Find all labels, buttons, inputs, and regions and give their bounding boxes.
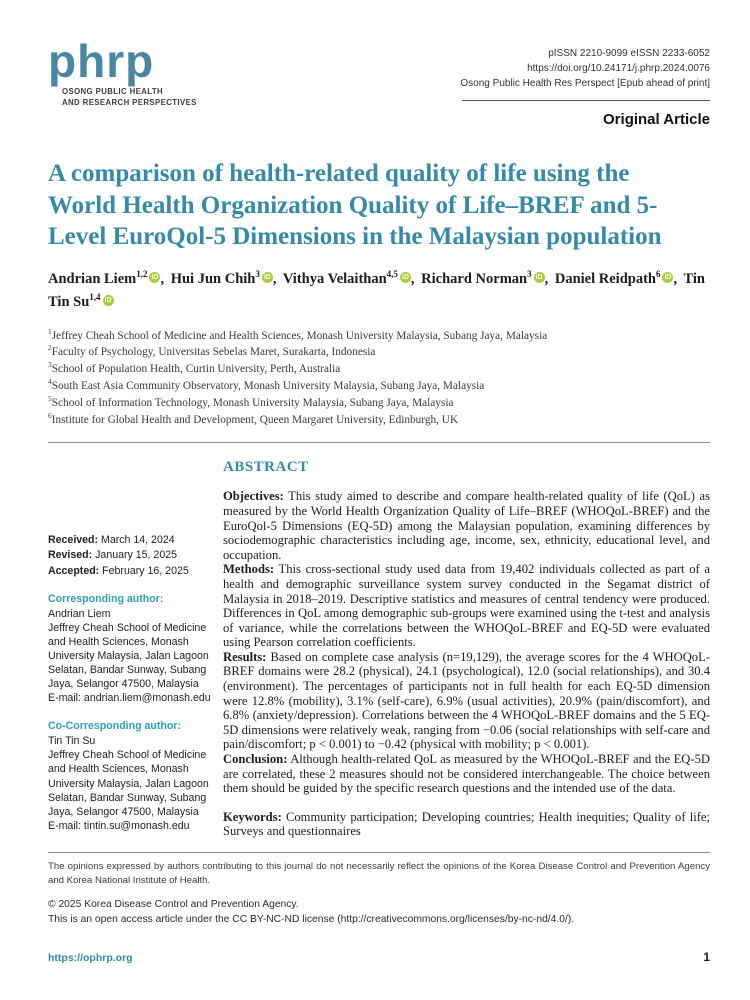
affiliation-item — [48, 394, 710, 411]
affiliation-text: South East Asia Community Observatory, Monash University Malaysia, Subang Jaya, Malaysia — [51, 379, 485, 392]
affiliation-number: 2 — [48, 343, 52, 353]
journal-tagline-line2: AND RESEARCH PERSPECTIVES — [62, 97, 197, 107]
affiliation-number: 1 — [48, 326, 52, 336]
revised-row — [48, 548, 211, 562]
keywords-line — [223, 810, 710, 839]
author-separator: , — [673, 271, 678, 288]
article-type-label: Original Article — [603, 111, 710, 128]
orcid-icon[interactable]: iD — [263, 274, 271, 282]
affiliations-list — [48, 327, 710, 428]
bottom-bar — [48, 950, 710, 964]
corresponding-author-block — [48, 592, 211, 706]
objectives-label: Objectives: — [223, 489, 284, 504]
authors-line — [48, 269, 708, 314]
author-separator: , — [544, 271, 549, 288]
keywords-label: Keywords: — [223, 809, 282, 824]
methods-text: This cross-sectional study used data from 19,402 individuals collected as part of a health and demographic surveillance system survey conducted in the Segamat district of Malaysia in 2018–2019. Descriptive statistics and measures of central tendency were produced. Differences in QoL among demographic sub-groups were examined using the t-test and analysis of variance, while the correlations between the WHOQoL-BREF and EQ-5D were evaluated using Pearson correlation coefficients. — [223, 562, 710, 650]
author — [555, 271, 680, 287]
keywords-text: Community participation; Developing countries; Health inequities; Quality of life; Surveys and questionnaires — [223, 809, 710, 839]
received-label: Received: — [48, 534, 99, 547]
author-superscript: 6 — [655, 269, 661, 280]
affiliation-number: 4 — [48, 377, 52, 386]
issn-line: pISSN 2210-9099 eISSN 2233-6052 — [548, 48, 710, 59]
affiliation-number: 6 — [48, 410, 52, 420]
revised-label: Revised: — [48, 549, 93, 562]
objectives-text: This study aimed to describe and compare health-related quality of life (QoL) as measured by the World Health Organization Quality of Life–BREF (WHOQoL-BREF) and the EuroQol-5 Dimensions (EQ-5D) among the Malaysian population, examining differences by sociodemographic characteristics including age, income, sex, ethnicity, educational level, and occupation. — [223, 489, 710, 562]
abstract-conclusion — [223, 752, 710, 796]
author-superscript: 3 — [255, 269, 260, 280]
co-corresponding-author-label: Co-Corresponding author: — [48, 720, 181, 733]
author — [421, 271, 551, 287]
methods-label: Methods: — [223, 562, 275, 577]
page-number: 1 — [703, 950, 710, 964]
author-superscript: 1,2 — [136, 269, 148, 280]
header-meta — [460, 38, 710, 91]
copyright-text: © 2025 Korea Disease Control and Prevention Agency. — [48, 898, 299, 910]
orcid-icon[interactable]: iD — [104, 296, 112, 304]
co-corresponding-author-block — [48, 719, 211, 833]
corresponding-email-link[interactable]: andrian.liem@monash.edu — [83, 692, 211, 705]
author-superscript: 3 — [527, 269, 532, 280]
page-header — [48, 35, 710, 128]
author-name: Hui Jun Chih — [170, 271, 256, 288]
history-dates — [48, 533, 211, 577]
author-superscript: 1,4 — [89, 292, 101, 303]
co-corresponding-email-link[interactable]: tintin.su@monash.edu — [83, 819, 190, 832]
abstract-section — [223, 459, 710, 839]
accepted-row — [48, 564, 211, 578]
author — [283, 271, 418, 287]
orcid-icon[interactable]: iD — [401, 274, 409, 282]
co-corresponding-author-email-row — [48, 819, 211, 833]
affiliation-text: Institute for Global Health and Development, Queen Margaret University, Edinburgh, UK — [51, 413, 459, 426]
citation-line: Osong Public Health Res Perspect [Epub ahead of print] — [460, 78, 710, 89]
license-text-content: This is an open access article under the CC BY-NC-ND license (http://creativecommons.org/licenses/by-nc-nd/4.0/). — [48, 913, 575, 925]
revised-date: January 15, 2025 — [95, 549, 177, 562]
affiliation-item — [48, 377, 710, 394]
affiliation-item — [48, 327, 710, 344]
author-separator: , — [410, 271, 415, 288]
affiliation-item — [48, 343, 710, 360]
corresponding-author-name: Andrian Liem — [48, 607, 111, 620]
journal-tagline-line1: OSONG PUBLIC HEALTH — [62, 87, 164, 96]
email-label: E-mail: — [48, 819, 81, 832]
orcid-icon[interactable]: iD — [664, 274, 672, 282]
doi-link[interactable]: https://doi.org/10.24171/j.phrp.2024.0076 — [527, 63, 710, 74]
results-label: Results: — [223, 649, 267, 664]
author-name: Tin Tin Su — [48, 271, 705, 310]
journal-logo-text: phrp — [48, 35, 155, 87]
header-divider — [462, 100, 710, 101]
author-name: Vithya Velaithan — [282, 271, 387, 288]
header-meta-block — [460, 38, 710, 128]
abstract-results — [223, 650, 710, 752]
main-content — [48, 459, 710, 839]
conclusion-label: Conclusion: — [223, 752, 288, 767]
affiliation-item — [48, 360, 710, 377]
article-title: A comparison of health-related quality of life using the World Health Organization Quality of Life–BREF and 5-Level EuroQol-5 Dimensions in the Malaysian population — [48, 160, 662, 250]
author-separator: , — [160, 271, 165, 288]
affiliation-text: School of Information Technology, Monash University Malaysia, Subang Jaya, Malaysia — [51, 396, 454, 409]
footer-divider — [48, 852, 710, 853]
orcid-icon[interactable]: iD — [535, 274, 543, 282]
author-superscript: 4,5 — [386, 269, 398, 280]
email-label: E-mail: — [48, 692, 81, 705]
author-name: Andrian Liem — [48, 271, 137, 288]
author — [48, 271, 167, 287]
author-separator: , — [272, 271, 277, 288]
results-text: Based on complete case analysis (n=19,129), the average scores for the 4 WHOQoL-BREF domains were 28.2 (physical), 24.1 (psychological), 12.0 (social relationships), and 30.4 (environment). The percentages of participants not in full health for each EQ-5D dimension were 12.8% (mobility), 3.1% (self-care), 6.9% (usual activities), 20.9% (pain/discomfort), and 6.8% (anxiety/depression). Correlations between the 4 WHOQoL-BREF domains and the 5 EQ-5D dimensions were relatively weak, ranging from −0.06 (social relationships with self-care and pain/discomfort; p < 0.001) to −0.42 (physical with mobility; p < 0.001). — [223, 649, 710, 752]
article-info-sidebar — [48, 459, 211, 839]
accepted-label: Accepted: — [48, 564, 100, 577]
journal-logo-tagline — [62, 87, 197, 108]
abstract-heading: ABSTRACT — [223, 459, 309, 476]
affiliation-text: Faculty of Psychology, Universitas Sebelas Maret, Surakarta, Indonesia — [51, 346, 376, 359]
section-divider — [48, 442, 710, 443]
received-date: March 14, 2024 — [101, 534, 175, 547]
license-text — [48, 913, 710, 928]
orcid-icon[interactable]: iD — [151, 274, 159, 282]
affiliation-item — [48, 411, 710, 428]
corresponding-author-email-row — [48, 691, 211, 705]
corresponding-author-label: Corresponding author: — [48, 592, 164, 605]
affiliation-text: Jeffrey Cheah School of Medicine and Health Sciences, Monash University Malaysia, Subang Jaya, Malaysia — [51, 329, 548, 342]
abstract-methods — [223, 562, 710, 650]
co-corresponding-author-address: Jeffrey Cheah School of Medicine and Health Sciences, Monash University Malaysia, Jalan Lagoon Selatan, Bandar Sunway, Subang Jaya, Selangor 47500, Malaysia — [48, 749, 209, 818]
journal-site-link[interactable]: https://ophrp.org — [48, 952, 133, 964]
author-name: Daniel Reidpath — [554, 271, 656, 288]
affiliation-number: 5 — [48, 393, 52, 403]
accepted-date: February 16, 2025 — [102, 564, 189, 577]
received-row — [48, 533, 211, 547]
journal-logo — [48, 35, 197, 108]
disclaimer-text: The opinions expressed by authors contributing to this journal do not necessarily reflect the opinions of the Korea Disease Control and Prevention Agency and Korea National Institute of Health. — [48, 861, 710, 887]
abstract-objectives — [223, 489, 710, 562]
co-corresponding-author-name: Tin Tin Su — [48, 735, 96, 748]
affiliation-text: School of Population Health, Curtin University, Perth, Australia — [51, 362, 341, 375]
author — [171, 271, 280, 287]
corresponding-author-address: Jeffrey Cheah School of Medicine and Health Sciences, Monash University Malaysia, Jalan Lagoon Selatan, Bandar Sunway, Subang Jaya, Selangor 47500, Malaysia — [48, 621, 209, 691]
affiliation-number: 3 — [48, 360, 52, 370]
conclusion-text: Although health-related QoL as measured by the WHOQoL-BREF and the EQ-5D are correlated, these 2 measures should not be considered interchangeable. The choice between them should be guided by the specific research questions and the intended use of the data. — [223, 752, 710, 796]
author-name: Richard Norman — [421, 271, 528, 288]
